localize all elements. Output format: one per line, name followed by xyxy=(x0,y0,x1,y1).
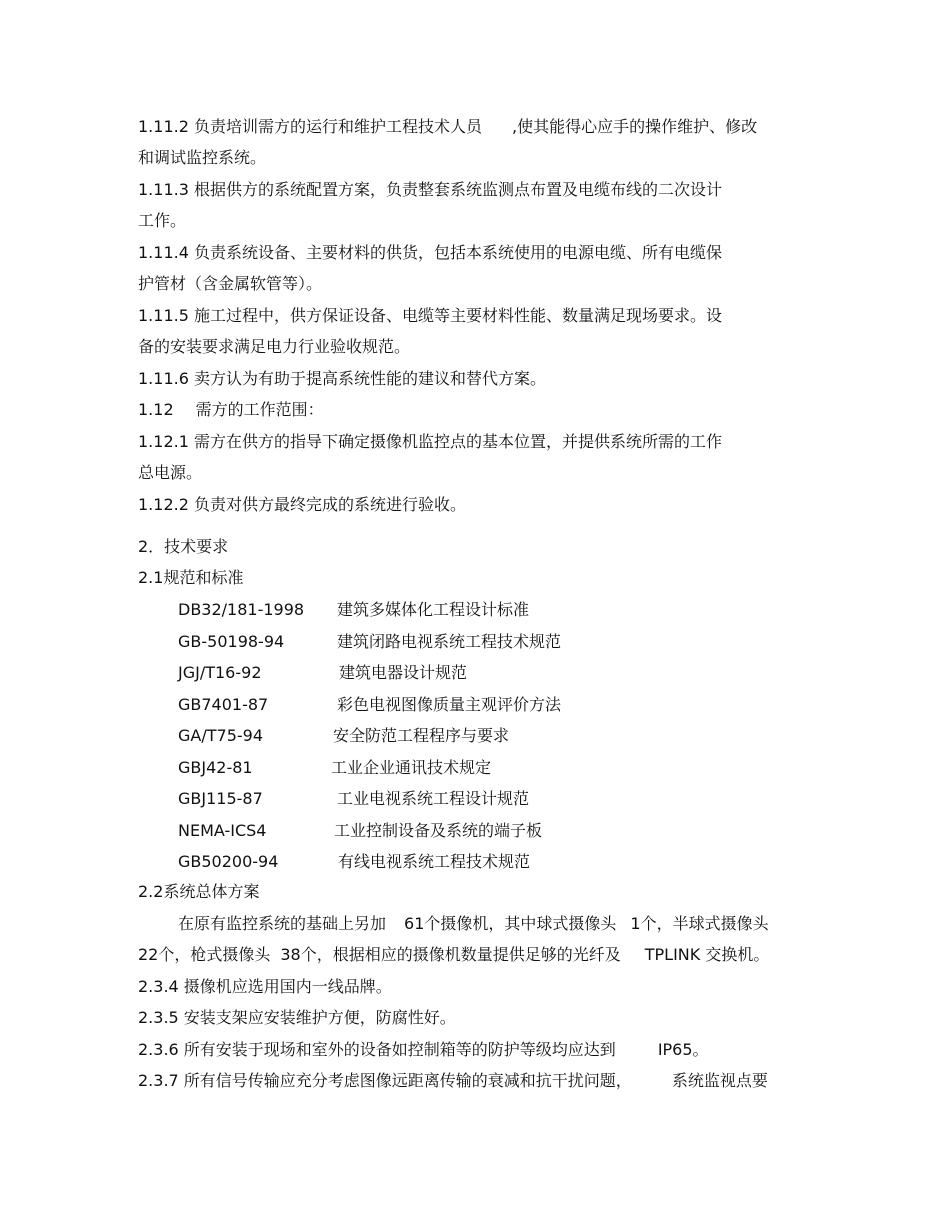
standard-title: 工业控制设备及系统的端子板 xyxy=(334,821,543,840)
standard-code: GB7401-87 xyxy=(178,695,269,714)
standard-title: 工业电视系统工程设计规范 xyxy=(337,789,530,808)
standard-code: JGJ/T16-92 xyxy=(178,663,262,682)
standard-code: DB32/181-1998 xyxy=(178,600,305,619)
text-span: 1.11.2 负责培训需方的运行和维护工程技术人员 xyxy=(138,117,482,136)
text-span: 系统监视点要 xyxy=(671,1071,768,1090)
paragraph-2-line-2: 工作。 xyxy=(138,211,187,230)
paragraph-9-line-1 xyxy=(178,914,769,934)
standard-title: 建筑闭路电视系统工程技术规范 xyxy=(337,632,562,651)
paragraph-4-line-1: 1.11.5 施工过程中，供方保证设备、电缆等主要材料性能、数量满足现场要求。设 xyxy=(138,306,722,325)
text-span: 22个，枪式摄像头 xyxy=(138,945,271,964)
text-span: ,使其能得心应手的操作维护、修改 xyxy=(511,117,758,136)
heading-number: 1.12 xyxy=(138,400,174,419)
paragraph-3-line-1: 1.11.4 负责系统设备、主要材料的供货，包括本系统使用的电源电缆、所有电缆保 xyxy=(138,243,722,262)
section-2-heading: 2．技术要求 xyxy=(138,537,229,556)
standard-title: 建筑电器设计规范 xyxy=(339,663,468,682)
standard-title: 安全防范工程程序与要求 xyxy=(333,726,510,745)
section-2-1-heading: 2.1规范和标准 xyxy=(138,568,244,587)
paragraph-13 xyxy=(138,1071,768,1091)
heading-text: 需方的工作范围： xyxy=(195,400,324,419)
paragraph-8: 1.12.2 负责对供方最终完成的系统进行验收。 xyxy=(138,495,466,514)
paragraph-4-line-2: 备的安装要求满足电力行业验收规范。 xyxy=(138,337,411,356)
paragraph-7-line-2: 总电源。 xyxy=(138,463,203,482)
standard-code: GBJ42-81 xyxy=(178,758,253,777)
paragraph-10: 2.3.4 摄像机应选用国内一线品牌。 xyxy=(138,977,392,996)
text-span: IP65。 xyxy=(657,1040,709,1059)
heading-1-12 xyxy=(138,400,324,420)
text-span: 2.3.7 所有信号传输应充分考虑图像远距离传输的衰减和抗干扰问题， xyxy=(138,1071,632,1090)
standard-title: 有线电视系统工程技术规范 xyxy=(338,852,531,871)
paragraph-3-line-2: 护管材（含金属软管等）。 xyxy=(138,274,323,293)
paragraph-12 xyxy=(138,1040,709,1060)
standard-code: NEMA-ICS4 xyxy=(178,821,267,840)
paragraph-7-line-1: 1.12.1 需方在供方的指导下确定摄像机监控点的基本位置，并提供系统所需的工作 xyxy=(138,432,722,451)
paragraph-1-line-1 xyxy=(138,117,757,137)
standard-code: GBJ115-87 xyxy=(178,789,263,808)
standard-title: 工业企业通讯技术规定 xyxy=(331,758,492,777)
standard-code: GB-50198-94 xyxy=(178,632,285,651)
standard-title: 彩色电视图像质量主观评价方法 xyxy=(337,695,562,714)
paragraph-5: 1.11.6 卖方认为有助于提高系统性能的建议和替代方案。 xyxy=(138,369,546,388)
paragraph-2-line-1: 1.11.3 根据供方的系统配置方案，负责整套系统监测点布置及电缆布线的二次设计 xyxy=(138,180,722,199)
section-2-2-heading: 2.2系统总体方案 xyxy=(138,882,260,901)
paragraph-1-line-2: 和调试监控系统。 xyxy=(138,148,267,167)
text-span: TPLINK 交换机。 xyxy=(644,945,770,964)
text-span: 38个，根据相应的摄像机数量提供足够的光纤及 xyxy=(280,945,621,964)
text-span: 2.3.6 所有安装于现场和室外的设备如控制箱等的防护等级均应达到 xyxy=(138,1040,616,1059)
paragraph-11: 2.3.5 安装支架应安装维护方便，防腐性好。 xyxy=(138,1008,456,1027)
standard-code: GA/T75-94 xyxy=(178,726,263,745)
text-span: 在原有监控系统的基础上另加 xyxy=(178,914,387,933)
text-span: 61个摄像机，其中球式摄像头 xyxy=(404,914,617,933)
standard-title: 建筑多媒体化工程设计标准 xyxy=(337,600,530,619)
text-span: 1个，半球式摄像头 xyxy=(630,914,769,933)
paragraph-9-line-2 xyxy=(138,945,769,965)
standard-code: GB50200-94 xyxy=(178,852,279,871)
